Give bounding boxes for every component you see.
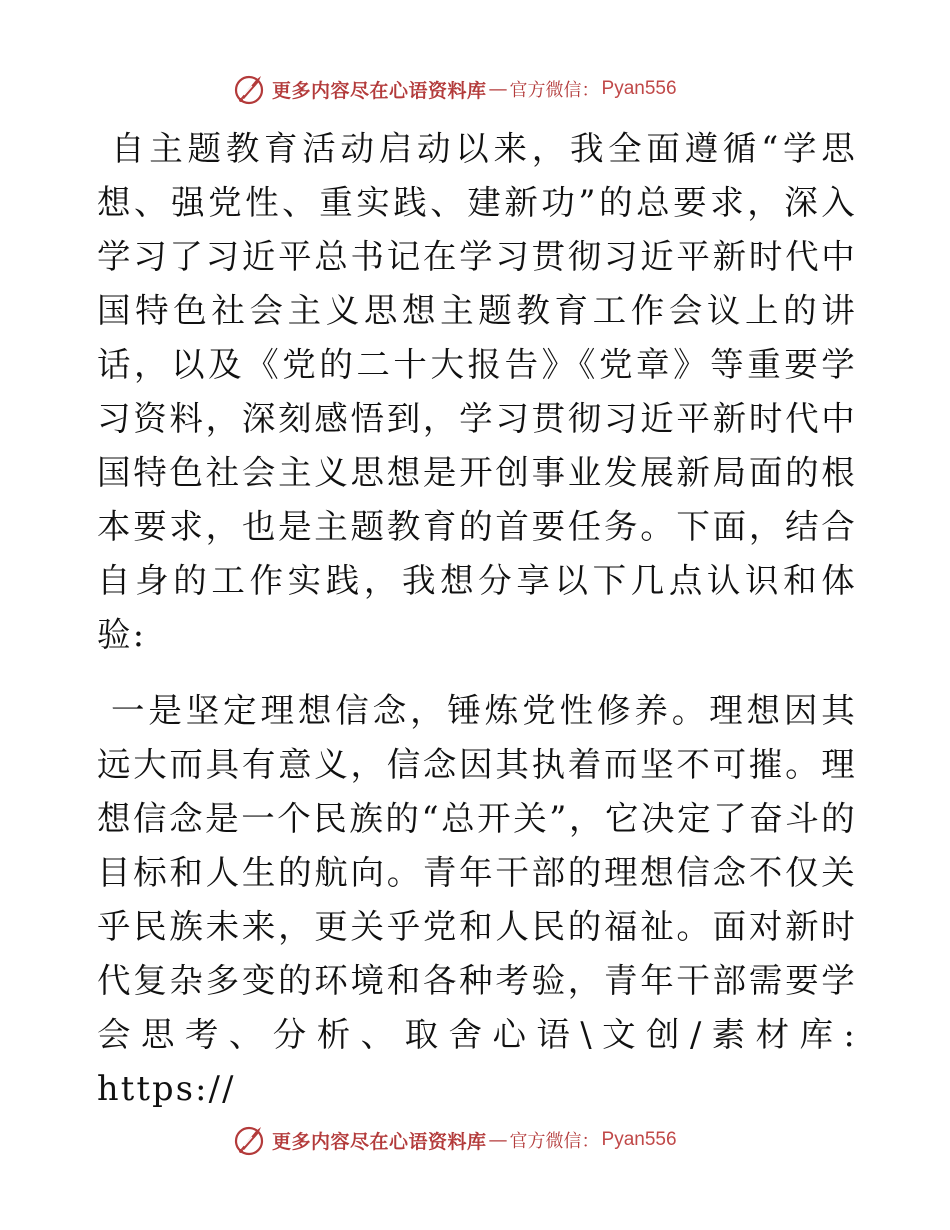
paragraph-intro: 自主题教育活动启动以来，我全面遵循“学思想、强党性、重实践、建新功”的总要求，深入学习了习近平总书记在学习贯彻习近平新时代中国特色社会主义思想主题教育工作会议上的讲话，以及《党的二十大报告》《党章》等重要学习资料，深刻感悟到，学习贯彻习近平新时代中国特色社会主义思想是开创事业发展新局面的根本要求，也是主题教育的首要任务。下面，结合自身的工作实践，我想分享以下几点认识和体验: [97,129,857,654]
paragraph-point-one: 一是坚定理想信念，锤炼党性修养。理想因其远大而具有意义，信念因其执着而坚不可摧。理想信念是一个民族的“总开关”，它决定了奋斗的目标和人生的航向。青年干部的理想信念不仅关乎民族未来，更关乎党和人民的福祉。面对新时代复杂多变的环境和各种考验，青年干部需要学会思考、分析、取舍心语\文创/素材库: https:// [97,691,857,1108]
watermark-wechat-id: Pyan556 [601,78,677,99]
watermark-separator: — [488,78,508,100]
watermark-brand: 更多内容尽在心语资料库 [272,1130,487,1153]
watermark-official-label: 官方微信： [509,80,600,101]
document-body [97,122,857,1116]
footer-watermark [232,1121,677,1159]
quill-pen-logo-icon [232,71,268,107]
watermark-separator: — [488,1129,508,1151]
quill-pen-logo-icon [232,1122,268,1158]
watermark-wechat-id: Pyan556 [601,1129,677,1150]
watermark-official-label: 官方微信： [509,1131,600,1152]
header-watermark [232,70,677,108]
watermark-brand: 更多内容尽在心语资料库 [272,79,487,102]
